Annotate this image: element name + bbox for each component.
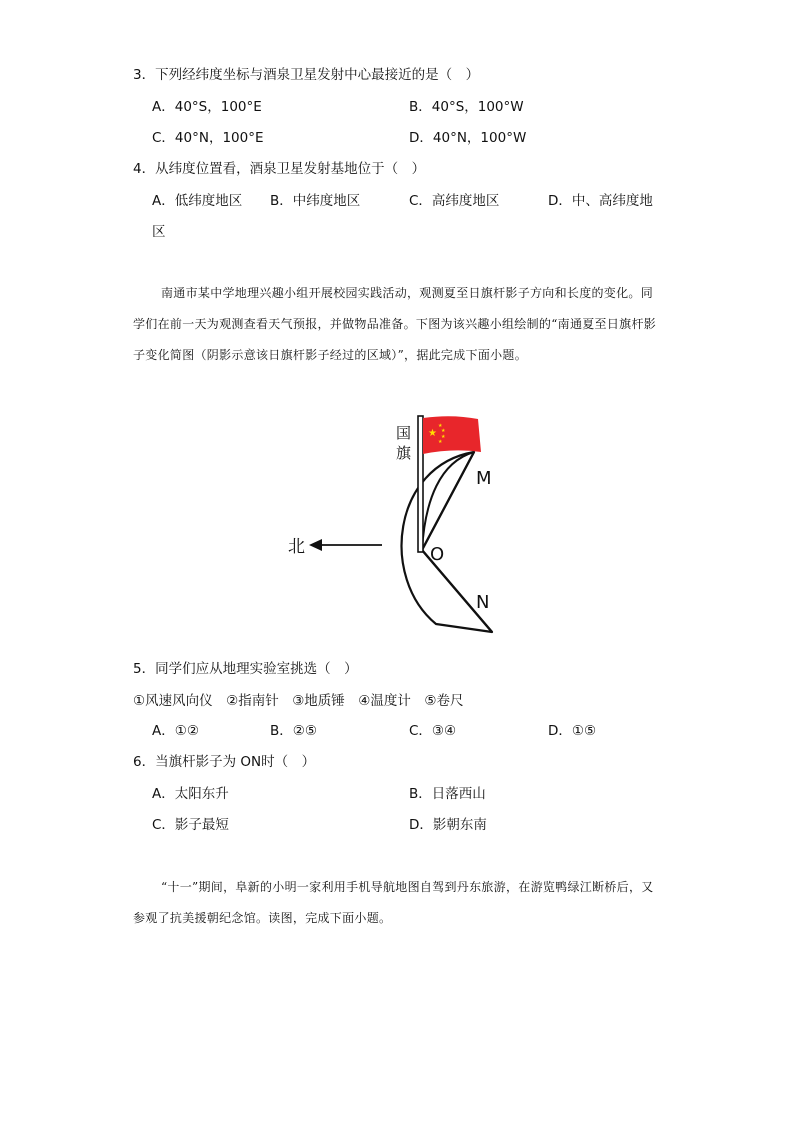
- point-m-label: M: [476, 468, 492, 489]
- question-5-stem: 5．同学们应从地理实验室挑选（ ）: [133, 661, 358, 677]
- reading-passage-2: [133, 872, 661, 934]
- question-6-option-c: C．影子最短: [152, 817, 229, 833]
- question-4-option-c: C．高纬度地区: [409, 193, 500, 209]
- question-3-option-d: D．40°N，100°W: [409, 130, 527, 146]
- question-3-stem: 3．下列经纬度坐标与酒泉卫星发射中心最接近的是（ ）: [133, 67, 480, 83]
- question-4-stem: 4．从纬度位置看，酒泉卫星发射基地位于（ ）: [133, 161, 426, 177]
- point-n-label: N: [476, 592, 490, 613]
- flag-shadow-figure: [0, 410, 794, 660]
- question-6-option-d: D．影朝东南: [409, 817, 487, 833]
- reading-passage-1: [133, 278, 661, 371]
- question-4-option-d-wrap: 区: [152, 224, 166, 240]
- flag-small-star-1: ★: [438, 423, 443, 429]
- question-4-option-d: D．中、高纬度地: [548, 193, 653, 209]
- question-3-option-c: C．40°N，100°E: [152, 130, 264, 146]
- question-6-option-a: A．太阳东升: [152, 786, 229, 802]
- question-6-stem: 6．当旗杆影子为 ON时（ ）: [133, 754, 316, 770]
- flag-pole: [418, 416, 423, 552]
- question-5-option-c: C．③④: [409, 723, 457, 739]
- question-4-option-a: A．低纬度地区: [152, 193, 243, 209]
- question-5-option-a: A．①②: [152, 723, 199, 739]
- north-label: 北: [288, 537, 305, 557]
- question-5-option-b: B．②⑤: [270, 723, 317, 739]
- flag-big-star: ★: [428, 428, 437, 439]
- question-5-option-d: D．①⑤: [548, 723, 597, 739]
- flag-label-2: 旗: [396, 444, 412, 462]
- reading-passage-2-text: “十一”期间，阜新的小明一家利用手机导航地图自驾到丹东旅游，在游览鸭绿江断桥后，又参观了抗美援朝纪念馆。读图，完成下面小题。: [133, 880, 654, 925]
- point-o-label: O: [430, 544, 445, 565]
- north-arrow-head: [309, 539, 322, 551]
- question-4-option-b: B．中纬度地区: [270, 193, 361, 209]
- national-flag: [423, 416, 481, 454]
- reading-passage-1-text: 南通市某中学地理兴趣小组开展校园实践活动，观测夏至日旗杆影子方向和长度的变化。同学们在前一天为观测查看天气预报，并做物品准备。下图为该兴趣小组绘制的“南通夏至日旗杆影子变化简图（阴影示意该日旗杆影子经过的区域）”，据此完成下面小题。: [133, 286, 657, 362]
- question-3-option-b: B．40°S，100°W: [409, 99, 524, 115]
- question-3-option-a: A．40°S，100°E: [152, 99, 262, 115]
- flag-small-star-2: ★: [441, 428, 446, 434]
- question-5-items: ①风速风向仪 ②指南针 ③地质锤 ④温度计 ⑤卷尺: [133, 693, 464, 709]
- question-6-option-b: B．日落西山: [409, 786, 486, 802]
- flag-small-star-4: ★: [438, 439, 443, 445]
- flag-label-1: 国: [396, 424, 412, 442]
- flag-small-star-3: ★: [441, 434, 446, 440]
